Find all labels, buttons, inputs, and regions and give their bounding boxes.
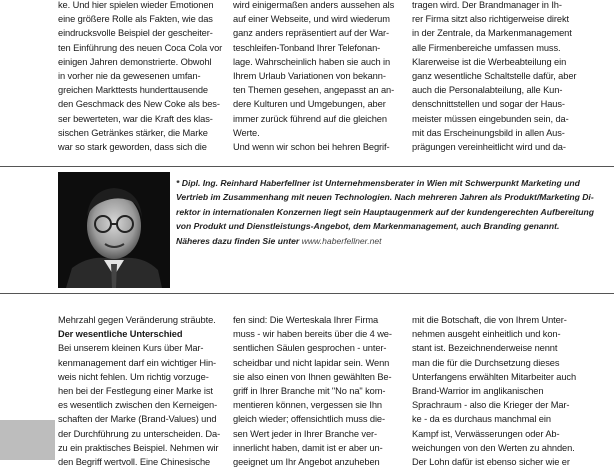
paragraph-line: griff in Ihrer Branche mit "No na" kom- (233, 386, 386, 397)
paragraph-line: Klarerweise ist die Werbeabteilung ein (412, 56, 567, 67)
paragraph-line: denschnittstellen und sogar der Haus- (412, 99, 565, 110)
paragraph-line: immer zurück führend auf die gleichen (233, 113, 387, 124)
paragraph-line: Mehrzahl gegen Veränderung sträubte. (58, 315, 216, 325)
top-column-2 (233, 0, 401, 154)
paragraph-line: es wesentlich zwischen den Kerneigen- (58, 400, 218, 411)
paragraph-line: in vorher nie da gewesenen umfan- (58, 71, 201, 82)
paragraph-line: rer Firma sitzt also richtigerweise direkt (412, 14, 569, 25)
paragraph-line: auch die Personalabteilung, alle Kun- (412, 85, 563, 96)
paragraph-line: den Begriff wertvoll. Eine Chinesische (58, 457, 211, 468)
paragraph-line: muss - wir haben bereits über die 4 we- (233, 329, 392, 340)
paragraph-line: eine größere Rolle als Fakten, wie das (58, 14, 213, 25)
bio-line: Vertrieb im Zusammenhang mit neuen Technologien. Nach mehreren Jahren als Produkt/Marketing Di- (176, 192, 594, 203)
paragraph-line: hen bei der Festlegung einer Marke ist (58, 386, 213, 397)
paragraph-line: Werte. (233, 127, 260, 138)
paragraph-line: fen sind: Die Werteskala Ihrer Firma (233, 315, 379, 325)
paragraph-line: Bei unserem kleinen Kurs über Mar- (58, 343, 204, 354)
paragraph-line: Brand-Warrior im anglikanischen (412, 386, 544, 397)
paragraph-line: den Geschmack des New Coke als bes- (58, 99, 220, 110)
paragraph-line: stant ist. Bezeichnenderweise nennt (412, 343, 558, 354)
paragraph-line: ten Themen gesehen, angepasst an an- (233, 85, 395, 96)
paragraph-line: teschleifen-Tonband Ihrer Telefonan- (233, 42, 381, 53)
paragraph-line: mentieren können, vergessen sie Ihn (233, 400, 382, 411)
paragraph-line: ke. Und hier spielen wieder Emotionen (58, 0, 214, 10)
bottom-column-1 (58, 313, 225, 469)
paragraph-line: wird einigermaßen anders aussehen als (233, 0, 395, 10)
paragraph-line: Ihrem Urlaub Variationen von bekann- (233, 71, 386, 82)
section-heading: Der wesentliche Unterschied (58, 329, 183, 340)
paragraph-line: ganz anders repräsentiert auf der War- (233, 28, 390, 39)
paragraph-line: ganz wesentliche Schaltstelle dafür, aber (412, 71, 577, 82)
bottom-column-3 (412, 313, 582, 469)
bottom-col3-lines (412, 313, 582, 469)
paragraph-line: alle Firmenbereiche umfassen muss. (412, 42, 561, 53)
paragraph-line: nehmen ausgeht einheitlich und kon- (412, 329, 561, 340)
paragraph-line: war so stark geworden, dass sich die (58, 142, 207, 153)
top-col3-lines (412, 0, 582, 154)
paragraph-line: der Durchführung zu unterscheiden. Da- (58, 428, 221, 439)
paragraph-line: kenmanagement darf ein wichtiger Hin- (58, 357, 217, 368)
author-bio (176, 176, 596, 248)
paragraph-line: mit das Erscheinungsbild in allen Aus- (412, 127, 565, 138)
paragraph-line: auf einer Webseite, und wird wiederum (233, 14, 390, 25)
paragraph-line: zu ein praktisches Beispiel. Nehmen wir (58, 442, 219, 453)
paragraph-line: gleich wieder; offensichtlich muss die- (233, 414, 385, 425)
paragraph-line: ten Einführung des neuen Coca Cola vor (58, 42, 223, 53)
paragraph-line: sen Wert jeder in Ihrer Branche ver- (233, 428, 378, 439)
paragraph-line: sischen Getränkes stärker, die Marke (58, 127, 208, 138)
bottom-column-2 (233, 313, 401, 469)
paragraph-line: einigen Jahren demonstrierte. Obwohl (58, 56, 212, 67)
paragraph-line: meister müssen eingebunden sein, da- (412, 113, 569, 124)
paragraph-line: eindrucksvolle Beispiel der gescheiter- (58, 28, 213, 39)
bottom-divider (0, 293, 614, 294)
bottom-col2-lines (233, 313, 401, 469)
paragraph-line: in der Zentrale, da Markenmanagement (412, 28, 572, 39)
top-col1-lines (58, 0, 225, 154)
paragraph-line: tragen wird. Der Brandmanager in Ih- (412, 0, 562, 10)
bio-line-last (176, 234, 596, 248)
paragraph-line: Unterfangens erwählten Mitarbeiter auch (412, 371, 577, 382)
paragraph-line: Der Lohn dafür ist ebenso sicher wie er (412, 457, 570, 468)
paragraph-line: geeignet um Ihr Angebot anzuheben (233, 457, 380, 468)
paragraph-line: scheidbar und nicht lapidar sein. Wenn (233, 357, 390, 368)
paragraph-line: innerlicht haben, damit ist er aber un- (233, 442, 383, 453)
bio-line: rektor in internationalen Konzernen liegt sein Hauptaugenmerk auf der kundengerechten Aufbereitung (176, 206, 594, 217)
paragraph-line: Sprachraum - also die Krieger der Mar- (412, 400, 570, 411)
paragraph-line: man die für die Durchsetzung dieses (412, 357, 560, 368)
portrait-image (58, 172, 170, 288)
bottom-col1-lines (58, 341, 225, 469)
bio-prefix: Näheres dazu finden Sie unter (176, 235, 300, 246)
paragraph-line: weichungen von den Werten zu ahnden. (412, 442, 575, 453)
top-column-3 (412, 0, 582, 154)
paragraph-line: mit die Botschaft, die von Ihrem Unter- (412, 315, 567, 325)
paragraph-line: sie also einen von Ihnen gewählten Be- (233, 371, 392, 382)
paragraph-line: sentlichen Säulen gesprochen - unter- (233, 343, 387, 354)
paragraph-line: dere Kulturen und Umgebungen, aber (233, 99, 386, 110)
top-divider (0, 166, 614, 167)
left-margin-bar (0, 420, 55, 460)
paragraph-line: ke - da es durchaus manchmal ein (412, 414, 551, 425)
bio-line: * Dipl. Ing. Reinhard Haberfellner ist Unternehmensberater in Wien mit Schwerpunkt Marketing und (176, 178, 580, 188)
website-link[interactable]: www.haberfellner.net (301, 235, 382, 246)
paragraph-line: Und wenn wir schon bei hehren Begrif- (233, 142, 390, 153)
paragraph-line: lage. Wahrscheinlich haben sie auch in (233, 56, 391, 67)
top-col2-lines (233, 0, 401, 154)
paragraph-line: Kampf ist, Verwässerungen oder Ab- (412, 428, 560, 439)
paragraph-line: prägungen vereinheitlicht wird und da- (412, 142, 566, 153)
author-photo (58, 172, 170, 288)
top-column-1 (58, 0, 225, 154)
paragraph-line: schaften der Marke (Brand-Values) und (58, 414, 217, 425)
paragraph-line: weis nicht fehlen. Um richtig vorzuge- (58, 371, 209, 382)
bio-line: von Produkt und Dienstleistungs-Angebot, dem Markenmanagement, auch Branding genannt. (176, 221, 560, 232)
paragraph-line: greichen Markttests hunderttausende (58, 85, 208, 96)
paragraph-line: ser bewerteten, war die Kraft des klas- (58, 113, 213, 124)
